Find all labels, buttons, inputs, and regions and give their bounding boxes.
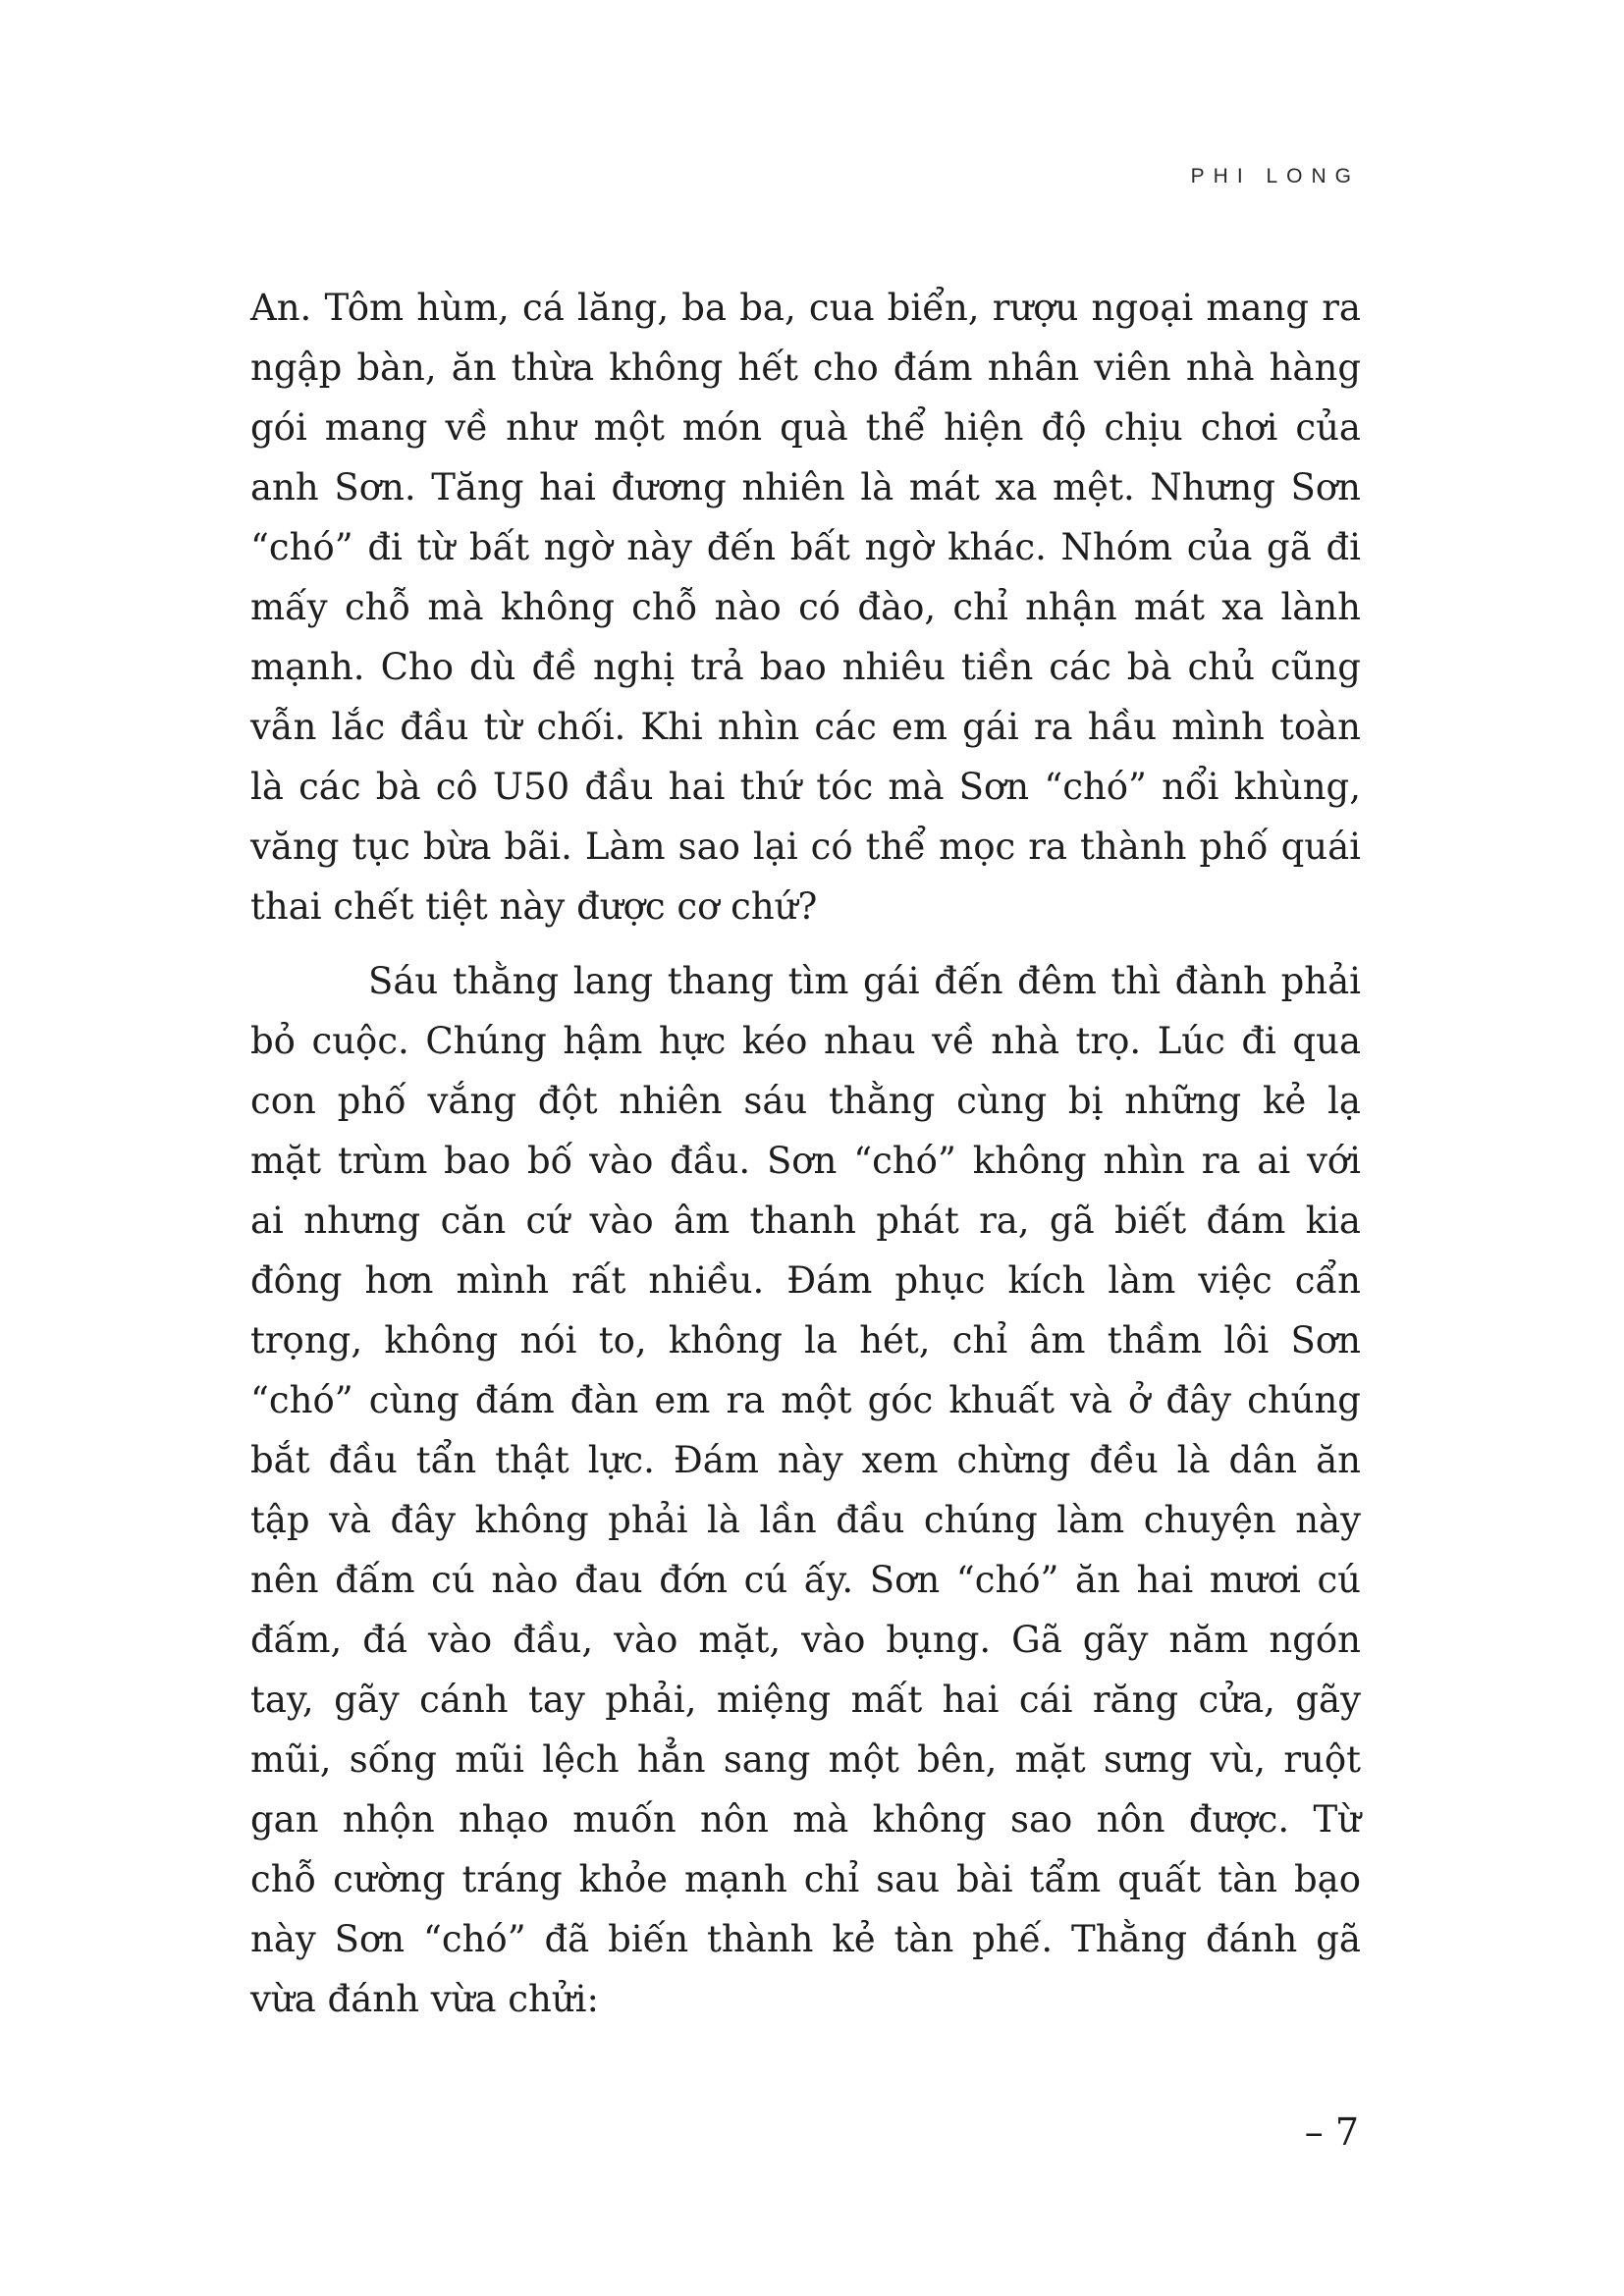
text-line: gói mang về như một món quà thể hiện độ chịu chơi của: [250, 406, 1361, 449]
running-head: PHI LONG: [1190, 165, 1360, 187]
text-line: ngập bàn, ăn thừa không hết cho đám nhân viên nhà hàng: [250, 347, 1361, 389]
paragraph-1: [250, 278, 1361, 936]
text-line: này Sơn “chó” đã biến thành kẻ tàn phế. Thằng đánh gã: [250, 1918, 1361, 1960]
text-line: chỗ cường tráng khỏe mạnh chỉ sau bài tẩm quất tàn bạo: [250, 1858, 1361, 1900]
text-line: đông hơn mình rất nhiều. Đám phục kích làm việc cẩn: [250, 1259, 1361, 1302]
text-line: trọng, không nói to, không la hét, chỉ âm thầm lôi Sơn: [250, 1319, 1361, 1362]
text-line: là các bà cô U50 đầu hai thứ tóc mà Sơn “chó” nổi khùng,: [250, 766, 1361, 808]
text-line: tập và đây không phải là lần đầu chúng làm chuyện này: [250, 1499, 1361, 1541]
text-line: con phố vắng đột nhiên sáu thằng cùng bị những kẻ lạ: [250, 1080, 1361, 1122]
text-line: mặt trùm bao bố vào đầu. Sơn “chó” không nhìn ra ai với: [250, 1140, 1361, 1182]
text-line: mũi, sống mũi lệch hẳn sang một bên, mặt sưng vù, ruột: [250, 1738, 1361, 1781]
text-line: vẫn lắc đầu từ chối. Khi nhìn các em gái ra hầu mình toàn: [250, 706, 1361, 748]
text-line: gan nhộn nhạo muốn nôn mà không sao nôn được. Từ: [250, 1798, 1361, 1841]
page-number: – 7: [1304, 2110, 1359, 2154]
text-line: Sáu thằng lang thang tìm gái đến đêm thì đành phải: [368, 960, 1361, 1002]
text-line: mạnh. Cho dù đề nghị trả bao nhiêu tiền các bà chủ cũng: [250, 646, 1361, 688]
text-line: văng tục bừa bãi. Làm sao lại có thể mọc ra thành phố quái: [250, 826, 1361, 868]
body-text: [250, 278, 1361, 2044]
text-line: đấm, đá vào đầu, vào mặt, vào bụng. Gã gãy năm ngón: [250, 1619, 1361, 1661]
text-line: vừa đánh vừa chửi:: [250, 1978, 599, 2020]
text-line: ai nhưng căn cứ vào âm thanh phát ra, gã biết đám kia: [250, 1200, 1361, 1242]
text-line: anh Sơn. Tăng hai đương nhiên là mát xa mệt. Nhưng Sơn: [250, 466, 1361, 508]
paragraph-2: [250, 951, 1361, 2029]
text-line: mấy chỗ mà không chỗ nào có đào, chỉ nhận mát xa lành: [250, 586, 1361, 628]
text-line: An. Tôm hùm, cá lăng, ba ba, cua biển, rượu ngoại mang ra: [250, 287, 1361, 329]
text-line: tay, gãy cánh tay phải, miệng mất hai cái răng cửa, gãy: [250, 1679, 1361, 1721]
text-line: thai chết tiệt này được cơ chứ?: [250, 885, 818, 928]
text-line: nên đấm cú nào đau đớn cú ấy. Sơn “chó” ăn hai mươi cú: [250, 1559, 1361, 1601]
text-line: bỏ cuộc. Chúng hậm hực kéo nhau về nhà trọ. Lúc đi qua: [250, 1020, 1361, 1062]
text-line: “chó” đi từ bất ngờ này đến bất ngờ khác. Nhóm của gã đi: [250, 526, 1361, 568]
text-line: bắt đầu tẩn thật lực. Đám này xem chừng đều là dân ăn: [250, 1439, 1361, 1481]
text-line: “chó” cùng đám đàn em ra một góc khuất và ở đây chúng: [250, 1379, 1361, 1421]
